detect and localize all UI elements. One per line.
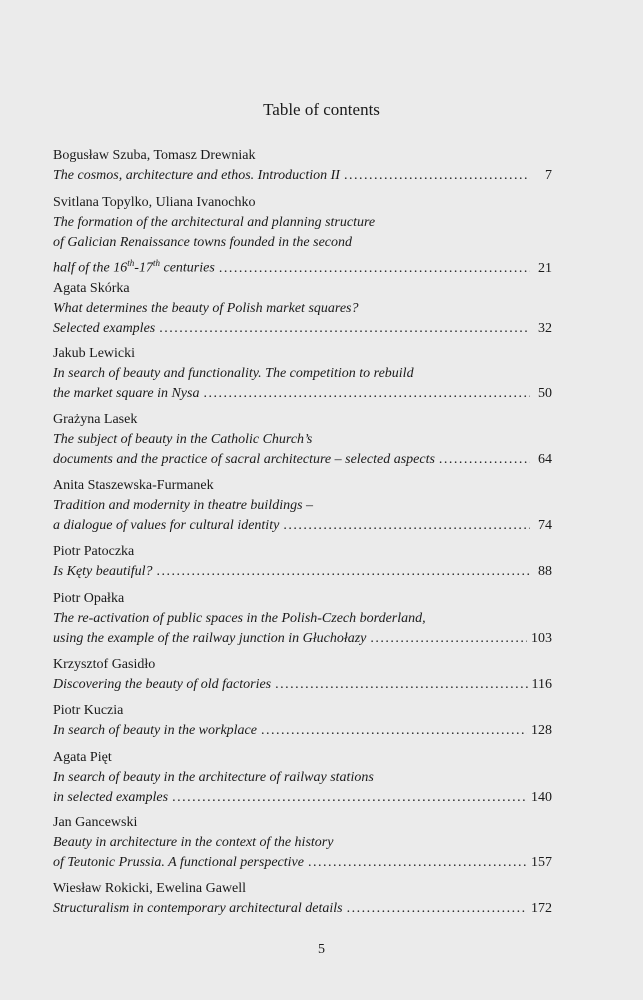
entry-title-line: of Teutonic Prussia. A functional perspective bbox=[53, 855, 304, 870]
leader-dots bbox=[439, 450, 530, 470]
entry-title-line: a dialogue of values for cultural identity bbox=[53, 518, 280, 533]
entry-title-line: The subject of beauty in the Catholic Church’s bbox=[53, 432, 313, 447]
entry-authors: Agata Skórka bbox=[53, 281, 130, 296]
entry-title-line: The cosmos, architecture and ethos. Introduction II bbox=[53, 168, 340, 183]
entry-title-line: documents and the practice of sacral architecture – selected aspects bbox=[53, 452, 435, 467]
leader-dots bbox=[261, 721, 527, 741]
entry-authors: Piotr Kuczia bbox=[53, 703, 124, 718]
entry-authors: Piotr Patoczka bbox=[53, 544, 135, 559]
leader-dots bbox=[344, 166, 530, 186]
entry-title-line: Beauty in architecture in the context of the history bbox=[53, 835, 334, 850]
leader-dots bbox=[159, 319, 530, 339]
entry-page-number: 157 bbox=[531, 855, 552, 870]
entry-title-line: Structuralism in contemporary architectural details bbox=[53, 901, 343, 916]
entry-title-line: using the example of the railway junction in Głuchołazy bbox=[53, 631, 367, 646]
entry-title-line: of Galician Renaissance towns founded in the second bbox=[53, 235, 353, 250]
entry-page-number: 116 bbox=[531, 677, 552, 692]
toc-entry bbox=[53, 279, 552, 339]
entry-page-number: 88 bbox=[538, 564, 552, 579]
toc-entry bbox=[53, 146, 552, 186]
entry-title-line: Discovering the beauty of old factories bbox=[53, 677, 272, 692]
entry-title-line: In search of beauty and functionality. The competition to rebuild bbox=[53, 366, 414, 381]
leader-dots bbox=[172, 788, 527, 808]
entry-authors: Jakub Lewicki bbox=[53, 346, 136, 361]
entry-title-line: Selected examples bbox=[53, 321, 156, 336]
entry-authors: Krzysztof Gasidło bbox=[53, 657, 156, 672]
entry-title-line: in selected examples bbox=[53, 790, 169, 805]
toc-entry bbox=[53, 879, 552, 919]
superscript: th bbox=[127, 258, 135, 268]
entry-authors: Agata Pięt bbox=[53, 750, 112, 765]
entry-page-number: 74 bbox=[538, 518, 552, 533]
page-number: 5 bbox=[318, 942, 325, 957]
leader-dots bbox=[308, 853, 527, 873]
toc-entry bbox=[53, 410, 552, 470]
leader-dots bbox=[203, 384, 530, 404]
toc-entry bbox=[53, 748, 552, 808]
entry-title-line: Is Kęty beautiful? bbox=[53, 564, 153, 579]
entry-page-number: 32 bbox=[538, 321, 552, 336]
toc-entry bbox=[53, 193, 552, 279]
leader-dots bbox=[347, 899, 527, 919]
leader-dots bbox=[283, 516, 530, 536]
entry-title-line: Tradition and modernity in theatre buildings – bbox=[53, 498, 314, 513]
leader-dots bbox=[219, 259, 530, 279]
toc-entry bbox=[53, 542, 552, 582]
entry-page-number: 64 bbox=[538, 452, 552, 467]
leader-dots bbox=[157, 562, 530, 582]
entry-authors: Piotr Opałka bbox=[53, 591, 125, 606]
toc-entry bbox=[53, 701, 552, 741]
leader-dots bbox=[370, 629, 527, 649]
toc-entry bbox=[53, 655, 552, 695]
entry-page-number: 50 bbox=[538, 386, 552, 401]
entry-authors: Jan Gancewski bbox=[53, 815, 138, 830]
entry-title-line: In search of beauty in the architecture of railway stations bbox=[53, 770, 374, 785]
entry-page-number: 172 bbox=[531, 901, 552, 916]
entry-page-number: 103 bbox=[531, 631, 552, 646]
entry-authors: Bogusław Szuba, Tomasz Drewniak bbox=[53, 148, 256, 163]
entry-title-line: half of the 16th-17th centuries bbox=[53, 258, 215, 276]
superscript: th bbox=[152, 258, 160, 268]
entry-authors: Grażyna Lasek bbox=[53, 412, 138, 427]
toc-entry bbox=[53, 476, 552, 536]
toc-entry bbox=[53, 344, 552, 404]
leader-dots bbox=[275, 675, 527, 695]
entry-title-line: The re-activation of public spaces in the Polish-Czech borderland, bbox=[53, 611, 426, 626]
entry-page-number: 140 bbox=[531, 790, 552, 805]
entry-page-number: 21 bbox=[538, 260, 552, 276]
entry-title-line: the market square in Nysa bbox=[53, 386, 200, 401]
toc-entry bbox=[53, 589, 552, 649]
entry-page-number: 128 bbox=[531, 723, 552, 738]
entry-authors: Wiesław Rokicki, Ewelina Gawell bbox=[53, 881, 247, 896]
entry-page-number: 7 bbox=[545, 168, 552, 183]
entry-title-line: In search of beauty in the workplace bbox=[53, 723, 257, 738]
entry-authors: Anita Staszewska-Furmanek bbox=[53, 478, 214, 493]
entry-authors: Svitlana Topylko, Uliana Ivanochko bbox=[53, 195, 256, 210]
entry-title-line: What determines the beauty of Polish market squares? bbox=[53, 301, 359, 316]
entry-title-line: The formation of the architectural and planning structure bbox=[53, 215, 376, 230]
toc-entry bbox=[53, 813, 552, 873]
toc-title: Table of contents bbox=[263, 100, 380, 119]
